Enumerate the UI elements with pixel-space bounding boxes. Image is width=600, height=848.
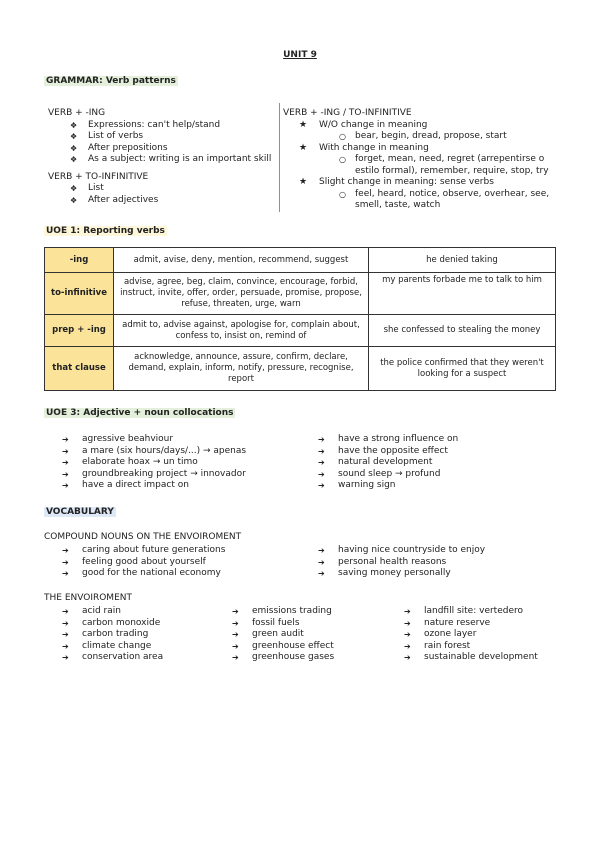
list-item: ➔ conservation area [62, 652, 163, 664]
compound-nouns-title: COMPOUND NOUNS ON THE ENVOIROMENT [44, 532, 242, 542]
list-item: ○ forget, mean, need, regret (arrepentirse o estilo formal), remember, require, stop, try [283, 154, 558, 177]
list-item: ➔ carbon monoxide [62, 618, 163, 630]
uoe3-left-list [62, 434, 246, 492]
table-row [45, 273, 556, 315]
table-cell-example: my parents forbade me to talk to him [369, 273, 556, 315]
list-item: ❖ After adjectives [48, 195, 271, 207]
reporting-verbs-table [44, 247, 556, 391]
list-item: ❖ After prepositions [48, 143, 271, 155]
grammar-right-column [283, 108, 558, 212]
list-item: ❖ As a subject: writing is an important skill [48, 154, 271, 166]
list-item: ❖ List [48, 183, 271, 195]
verb-to-infinitive-title: VERB + TO-INFINITIVE [48, 171, 149, 182]
list-item: ➔ fossil fuels [232, 618, 334, 630]
table-cell-key: prep + -ing [45, 315, 114, 347]
list-item: ➔ greenhouse effect [232, 641, 334, 653]
list-item: ➔ have a strong influence on [318, 434, 458, 446]
uoe1-heading: UOE 1: Reporting verbs [46, 226, 165, 236]
environment-col3 [404, 606, 538, 664]
table-cell-key: that clause [45, 347, 114, 391]
list-item: ★ With change in meaning [283, 143, 558, 155]
verb-ing-title: VERB + -ING [48, 108, 106, 118]
uoe3-heading: UOE 3: Adjective + noun collocations [46, 408, 234, 418]
list-item: ➔ warning sign [318, 480, 458, 492]
environment-col1 [62, 606, 163, 664]
table-row [45, 347, 556, 391]
table-cell-example: the police confirmed that they weren't looking for a suspect [369, 347, 556, 391]
compound-right-list [318, 545, 485, 580]
page-title: UNIT 9 [283, 50, 317, 60]
list-item: ➔ personal health reasons [318, 557, 485, 569]
list-item: ➔ greenhouse gases [232, 652, 334, 664]
list-item: ➔ ozone layer [404, 629, 538, 641]
list-item: ➔ a mare (six hours/days/...) → apenas [62, 446, 246, 458]
list-item: ➔ nature reserve [404, 618, 538, 630]
uoe3-right-list [318, 434, 458, 492]
list-item: ➔ climate change [62, 641, 163, 653]
table-cell-example: he denied taking [369, 248, 556, 273]
list-item: ➔ elaborate hoax → un timo [62, 457, 246, 469]
list-item: ○ bear, begin, dread, propose, start [283, 131, 558, 143]
table-cell-verbs: admit, avise, deny, mention, recommend, suggest [114, 248, 369, 273]
list-item: ★ W/O change in meaning [283, 120, 558, 132]
grammar-left-column [48, 108, 271, 206]
column-divider [279, 103, 280, 212]
list-item: ➔ have a direct impact on [62, 480, 246, 492]
list-item: ➔ carbon trading [62, 629, 163, 641]
table-row [45, 248, 556, 273]
list-item: ➔ good for the national economy [62, 568, 225, 580]
list-item: ➔ rain forest [404, 641, 538, 653]
list-item: ➔ have the opposite effect [318, 446, 458, 458]
list-item: ➔ acid rain [62, 606, 163, 618]
vocabulary-heading: VOCABULARY [46, 507, 114, 517]
grammar-heading: GRAMMAR: Verb patterns [46, 76, 176, 86]
list-item: ○ feel, heard, notice, observe, overhear, see, smell, taste, watch [283, 189, 558, 212]
table-cell-key: to-infinitive [45, 273, 114, 315]
list-item: ➔ agressive beahviour [62, 434, 246, 446]
list-item: ➔ sustainable development [404, 652, 538, 664]
table-cell-example: she confessed to stealing the money [369, 315, 556, 347]
table-cell-verbs: acknowledge, announce, assure, confirm, declare, demand, explain, inform, notify, pressure, recognise, report [114, 347, 369, 391]
environment-col2 [232, 606, 334, 664]
table-cell-verbs: advise, agree, beg, claim, convince, encourage, forbid, instruct, invite, offer, order, persuade, promise, propose, refuse, threaten, urge, warn [114, 273, 369, 315]
table-cell-verbs: admit to, advise against, apologise for, complain about, confess to, insist on, remind of [114, 315, 369, 347]
list-item: ➔ caring about future generations [62, 545, 225, 557]
table-row [45, 315, 556, 347]
table-cell-key: -ing [45, 248, 114, 273]
list-item: ➔ having nice countryside to enjoy [318, 545, 485, 557]
list-item: ➔ landfill site: vertedero [404, 606, 538, 618]
list-item: ➔ saving money personally [318, 568, 485, 580]
list-item: ➔ natural development [318, 457, 458, 469]
list-item: ➔ emissions trading [232, 606, 334, 618]
list-item: ➔ green audit [232, 629, 334, 641]
verb-ing-to-infinitive-title: VERB + -ING / TO-INFINITIVE [283, 108, 412, 118]
list-item: ➔ feeling good about yourself [62, 557, 225, 569]
list-item: ➔ sound sleep → profund [318, 469, 458, 481]
environment-title: THE ENVOIROMENT [44, 593, 132, 603]
list-item: ❖ List of verbs [48, 131, 271, 143]
list-item: ★ Slight change in meaning: sense verbs [283, 177, 558, 189]
compound-left-list [62, 545, 225, 580]
list-item: ❖ Expressions: can't help/stand [48, 120, 271, 132]
list-item: ➔ groundbreaking project → innovador [62, 469, 246, 481]
